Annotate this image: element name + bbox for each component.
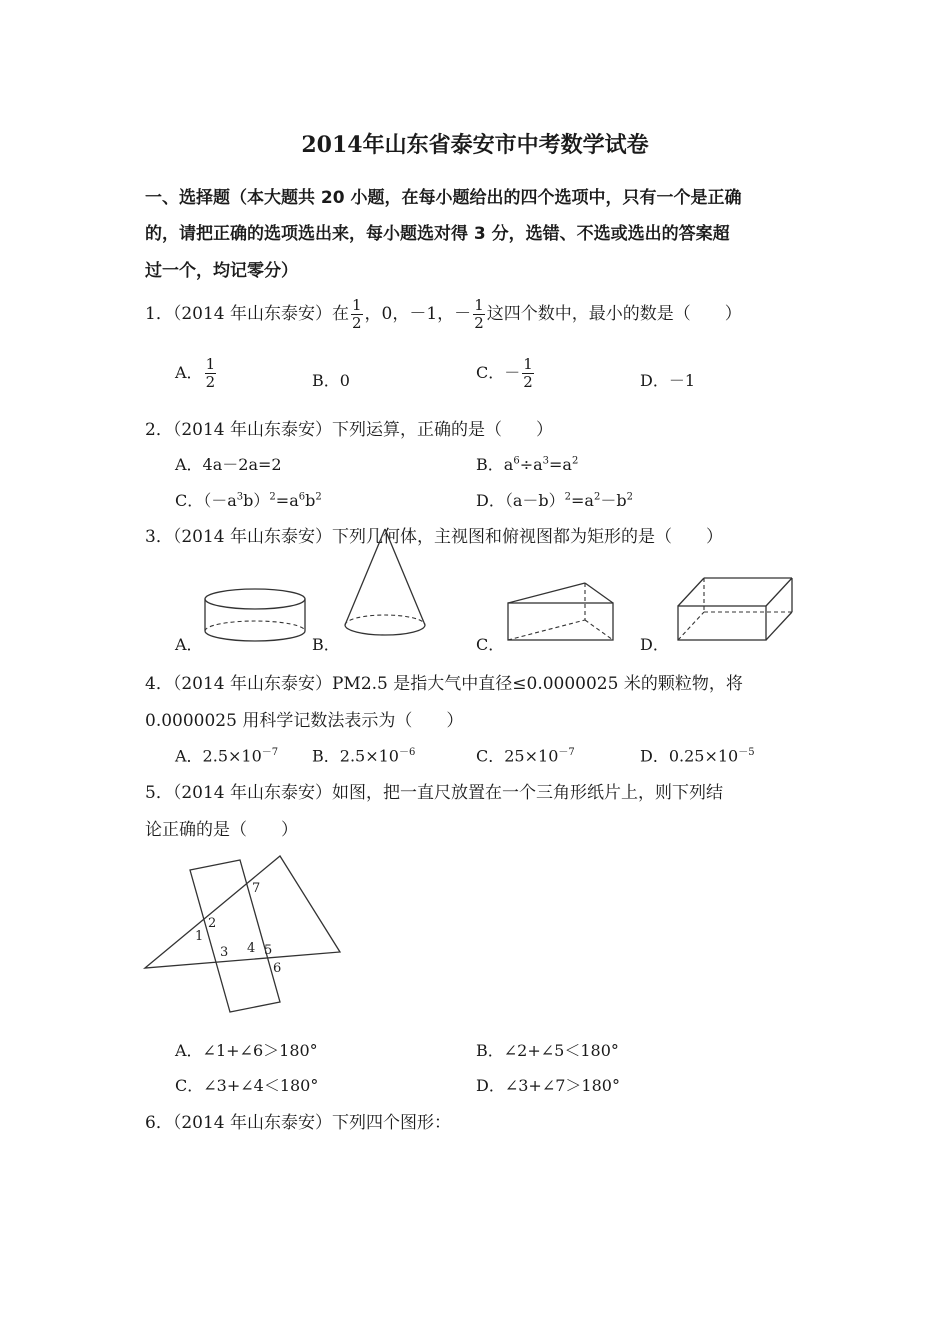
q2-option-c: C．$(-a^3b)^2=a^6b^2$ <box>175 491 322 510</box>
section-heading-line3: 过一个，均记零分） <box>145 261 298 281</box>
q3-option-b-label: B． <box>312 635 340 654</box>
q4-option-c: C．$25\times 10^{-7}$ <box>476 746 575 766</box>
q3-option-c-label: C． <box>476 635 505 654</box>
ruler-triangle-figure <box>140 850 350 1020</box>
rectangular-prism-figure <box>672 572 798 644</box>
q2-option-d: D．$(a-b)^2=a^2-b^2$ <box>476 491 633 510</box>
q1-option-d: D．－1 <box>640 371 696 390</box>
angle-label-7: 7 <box>252 881 261 896</box>
cone-figure <box>340 525 430 645</box>
question-3: 3．（2014 年山东泰安）下列几何体，主视图和俯视图都为矩形的是（ ） <box>145 527 723 547</box>
section-heading-line1: 一、选择题（本大题共 20 小题，在每小题给出的四个选项中，只有一个是正确 <box>145 188 742 208</box>
q1-mid: ，0，－1，－ <box>364 304 472 324</box>
page-title: 2014年山东省泰安市中考数学试卷 <box>301 132 649 158</box>
q5-option-c: C．∠3+∠4＜180° <box>175 1076 319 1095</box>
question-1 <box>145 298 742 331</box>
angle-label-5: 5 <box>264 943 273 958</box>
q2-option-b: B．$a^6\div a^3=a^2$ <box>476 455 579 474</box>
fraction-half-neg: $\frac{1}{2}$ <box>474 296 484 332</box>
q4-option-a: A．$2.5\times 10^{-7}$ <box>175 746 279 766</box>
cylinder-figure <box>200 585 310 647</box>
q1-source: （2014 年山东泰安）在 <box>172 304 349 324</box>
q1-option-b: B．0 <box>312 371 350 390</box>
q1-option-a: A． $\frac{1}{2}$ <box>175 355 216 391</box>
angle-label-4: 4 <box>247 941 256 956</box>
angle-label-3: 3 <box>220 945 229 960</box>
question-4-line2: 0.0000025 用科学记数法表示为（ ） <box>145 711 464 731</box>
angle-label-6: 6 <box>273 961 282 976</box>
q3-option-d-label: D． <box>640 635 669 654</box>
q1-number: 1． <box>145 304 173 324</box>
q3-option-a-label: A． <box>175 635 203 654</box>
question-5-line1: 5．（2014 年山东泰安）如图，把一直尺放置在一个三角形纸片上，则下列结 <box>145 783 723 803</box>
q1-tail: 这四个数中，最小的数是（ ） <box>486 304 742 324</box>
question-2: 2．（2014 年山东泰安）下列运算，正确的是（ ） <box>145 420 553 440</box>
section-heading-line2: 的，请把正确的选项选出来，每小题选对得 3 分，选错、不选或选出的答案超 <box>145 224 730 244</box>
q5-option-d: D．∠3+∠7＞180° <box>476 1076 620 1095</box>
q1-option-c: C．－ $\frac{1}{2}$ <box>476 355 533 391</box>
question-6: 6．（2014 年山东泰安）下列四个图形： <box>145 1113 451 1133</box>
q5-option-b: B．∠2+∠5＜180° <box>476 1041 619 1060</box>
question-4-line1: 4．（2014 年山东泰安）PM2.5 是指大气中直径≤0.0000025 米的颗粒物，将 <box>145 674 743 694</box>
question-5-line2: 论正确的是（ ） <box>145 820 298 840</box>
q4-option-d: D．$0.25\times 10^{-5}$ <box>640 746 755 766</box>
q4-option-b: B．$2.5\times 10^{-6}$ <box>312 746 416 766</box>
q2-option-a: A．4a－2a=2 <box>175 455 282 474</box>
fraction-half: $\frac{1}{2}$ <box>352 296 362 332</box>
triangular-prism-figure <box>500 575 620 645</box>
angle-label-2: 2 <box>208 916 217 931</box>
angle-label-1: 1 <box>195 929 204 944</box>
q5-option-a: A．∠1+∠6＞180° <box>175 1041 318 1060</box>
